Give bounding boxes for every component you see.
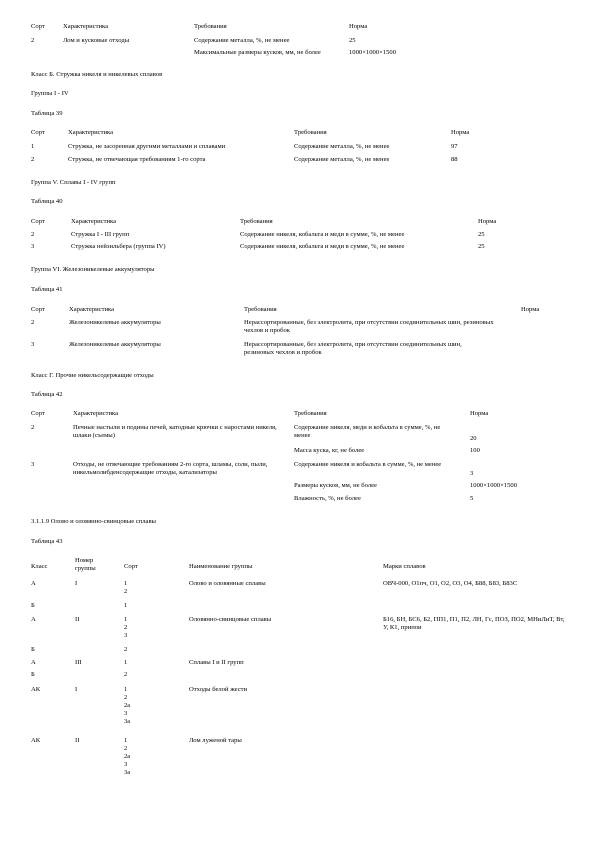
table-cell-sort: 2 <box>31 231 35 238</box>
class-heading: Класс Б. Стружка никеля и никелевых сплавов <box>31 71 163 78</box>
table-cell-characteristic: Стружка, не отвечающая требованиям 1-го сорта <box>68 156 206 163</box>
col-header-class: Класс <box>31 563 48 570</box>
table-cell-class: АК <box>31 686 41 693</box>
table-cell-characteristic: Лом и кусковые отходы <box>63 37 130 44</box>
table-cell-requirement: Содержание никеля, кобальта и меди в сумме, %, не менее <box>240 243 405 250</box>
group-heading: Группа V. Сплавы I - IV групп <box>31 179 116 186</box>
table-cell-requirement: Размеры кусков, мм, не более <box>294 482 377 489</box>
table-cell-class: Б <box>31 602 35 609</box>
col-header-alloy-grades: Марки сплавов <box>383 563 426 570</box>
table-cell-norm: 20 <box>470 435 477 442</box>
table-title: Таблица 41 <box>31 286 63 293</box>
table-cell-requirement: Содержание никеля, кобальта и меди в сумме, %, не менее <box>240 231 405 238</box>
col-header-characteristic: Характеристика <box>73 410 119 417</box>
col-header-norm: Норма <box>451 129 470 136</box>
table-cell-sort: 2 <box>124 671 128 678</box>
table-cell-norm: 100 <box>470 447 480 454</box>
col-header-characteristic: Характеристика <box>63 23 109 30</box>
col-header-norm: Норма <box>470 410 489 417</box>
table-cell-group-name: Олово и оловянные сплавы <box>189 580 266 587</box>
table-cell-group: II <box>75 616 80 623</box>
table-cell-class: А <box>31 659 36 666</box>
group-heading: Группы I - IV <box>31 90 69 97</box>
table-cell-norm: 25 <box>478 243 485 250</box>
table-cell-characteristic: Железоникелевые аккумуляторы <box>69 341 161 348</box>
table-cell-requirement: Нерассортированные, без электролита, при отсутствии соединительных шин, резиновых чехлов и пробок <box>244 319 494 334</box>
table-cell-characteristic: Стружка I - III групп <box>71 231 130 238</box>
table-cell-class: А <box>31 580 36 587</box>
col-header-sort: Сорт <box>31 306 45 313</box>
table-cell-sort: 1 2 2а 3 3а <box>124 686 131 725</box>
table-cell-requirement: Нерассортированные, без электролита, при отсутствии соединительных шин, резиновых чехлов и пробок <box>244 341 462 356</box>
col-header-requirements: Требования <box>294 129 327 136</box>
col-header-sort: Сорт <box>31 23 45 30</box>
table-cell-alloy-grades: Б16, БН, БС6, Б2, ПП1, П1, П2, ЛН, Гс, ПОЗ, ПО2, МНиЛиТ, Вт, У, К1, припои <box>383 616 565 631</box>
table-title: Таблица 39 <box>31 110 63 117</box>
table-cell-requirement: Содержание никеля и кобальта в сумме, %, не менее <box>294 461 442 468</box>
table-cell-group: I <box>75 686 78 693</box>
table-cell-sort: 1 <box>124 602 128 609</box>
col-header-norm: Норма <box>521 306 540 313</box>
table-cell-class: АК <box>31 737 41 744</box>
col-header-norm: Норма <box>349 23 368 30</box>
table-cell-characteristic: Отходы, не отвечающие требованиям 2-го сорта, шламы, соли, пыли, никельмолибденсодержащие отходы, катализаторы <box>73 461 268 476</box>
table-cell-norm: 97 <box>451 143 458 150</box>
table-cell-sort: 1 <box>124 659 128 666</box>
table-cell-characteristic: Стружка нейзильбера (группа IV) <box>71 243 166 250</box>
table-cell-norm: 3 <box>470 470 474 477</box>
table-cell-characteristic: Печные настыли и подины печей, катодные крючки с наростами никеля, шлаки (съемы) <box>73 424 277 439</box>
table-cell-requirement: Масса куска, кг, не более <box>294 447 365 454</box>
col-header-characteristic: Характеристика <box>68 129 114 136</box>
col-header-requirements: Требования <box>244 306 277 313</box>
col-header-sort: Сорт <box>31 218 45 225</box>
table-cell-alloy-grades: ОВЧ-000, О1пч, О1, О2, О3, О4, Б88, Б83, Б83С <box>383 580 518 587</box>
table-cell-class: Б <box>31 646 35 653</box>
table-cell-norm: 5 <box>470 495 474 502</box>
col-header-requirements: Требования <box>240 218 273 225</box>
col-header-requirements: Требования <box>294 410 327 417</box>
table-cell-group: I <box>75 580 78 587</box>
col-header-group-name: Наименование группы <box>189 563 253 570</box>
table-title: Таблица 40 <box>31 198 63 205</box>
col-header-norm: Норма <box>478 218 497 225</box>
table-cell-sort: 2 <box>31 156 35 163</box>
table-cell-group: III <box>75 659 82 666</box>
table-cell-sort: 2 <box>31 319 35 326</box>
table-cell-sort: 2 <box>31 424 35 431</box>
table-cell-norm: 1000×1000×1500 <box>470 482 517 489</box>
table-cell-sort: 3 <box>31 341 35 348</box>
table-cell-characteristic: Стружка, не засоренная другими металлами и сплавами <box>68 143 226 150</box>
table-cell-sort: 1 2 <box>124 580 128 595</box>
col-header-characteristic: Характеристика <box>69 306 115 313</box>
table-cell-group-name: Оловянно-свинцовые сплавы <box>189 616 272 623</box>
table-cell-sort: 2 <box>31 37 35 44</box>
col-header-sort: Сорт <box>31 129 45 136</box>
table-cell-group-name: Лом луженой тары <box>189 737 242 744</box>
table-cell-sort: 1 <box>31 143 35 150</box>
table-cell-sort: 1 2 3 <box>124 616 128 639</box>
table-cell-sort: 1 2 2а 3 3а <box>124 737 131 776</box>
table-cell-group: II <box>75 737 80 744</box>
table-cell-sort: 2 <box>124 646 128 653</box>
table-cell-norm: 25 <box>478 231 485 238</box>
section-heading: 3.1.1.9 Олово и оловянно-свинцовые сплавы <box>31 518 156 525</box>
class-heading: Класс Г. Прочие никельсодержащие отходы <box>31 372 154 379</box>
table-cell-class: А <box>31 616 36 623</box>
table-cell-norm: 1000×1000×1500 <box>349 49 396 56</box>
col-header-sort: Сорт <box>124 563 138 570</box>
table-cell-requirement: Максимальные размеры кусков, мм, не более <box>194 49 321 56</box>
table-cell-requirement: Содержание металла, %, не менее <box>294 143 390 150</box>
table-cell-norm: 88 <box>451 156 458 163</box>
group-heading: Группа VI. Железоникелевые аккумуляторы <box>31 266 155 273</box>
table-cell-requirement: Содержание металла, %, не менее <box>294 156 390 163</box>
table-cell-class: Б <box>31 671 35 678</box>
table-cell-requirement: Содержание никеля, меди и кобальта в сумме, %, не менее <box>294 424 441 439</box>
table-cell-norm: 25 <box>349 37 356 44</box>
table-cell-sort: 3 <box>31 243 35 250</box>
table-cell-requirement: Влажность, %, не более <box>294 495 361 502</box>
table-title: Таблица 43 <box>31 538 63 545</box>
col-header-characteristic: Характеристика <box>71 218 117 225</box>
table-title: Таблица 42 <box>31 391 63 398</box>
table-cell-sort: 3 <box>31 461 35 468</box>
col-header-requirements: Требования <box>194 23 227 30</box>
table-cell-group-name: Сплавы I и II групп <box>189 659 244 666</box>
table-cell-characteristic: Железоникелевые аккумуляторы <box>69 319 161 326</box>
table-cell-requirement: Содержание металла, %, не менее <box>194 37 290 44</box>
col-header-sort: Сорт <box>31 410 45 417</box>
col-header-group-number: Номер группы <box>75 557 96 572</box>
table-cell-group-name: Отходы белой жести <box>189 686 248 693</box>
